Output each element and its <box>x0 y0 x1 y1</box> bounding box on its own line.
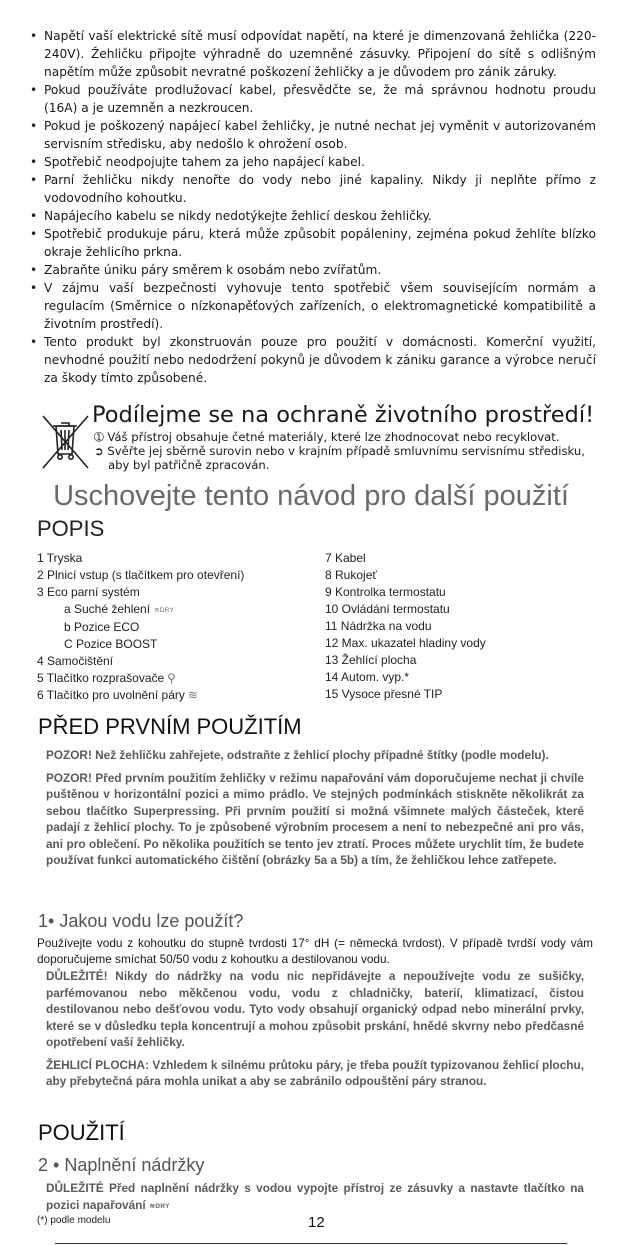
safety-item: • Pokud používáte prodlužovací kabel, přesvědčte se, že má správnou hodnotu proudu (16A) a je uzemněn a nezkroucen. <box>30 81 596 117</box>
part-item: 8 Rukojeť <box>325 568 377 582</box>
spray-icon: ⚲ <box>167 671 176 685</box>
water-heading: 1• Jakou vodu lze použít? <box>38 911 244 931</box>
part-item: C Pozice BOOST <box>64 637 158 651</box>
safety-item: • Napětí vaší elektrické sítě musí odpovídat napětí, na které je dimenzovaná žehlička (220-240V). Žehličku připojte výhradně do uzemněné zásuvky. Připojení do sítě s odlišným napětím může způsobit nevratné poškození žehličky a je důvodem pro zánik záruky. <box>30 27 596 81</box>
warning-note: POZOR! Před prvním použitím žehličky v režimu napařování vám doporučujeme nechat ji chvíle puštěnou v horizontální pozici a mimo prádlo. Ve stejných podmínkách stiskněte několikrát za sebou tlačítko Superpressing. Při prvním použití si možná všimnete malých částeček, které padají z žehlicí plochy. To je způsobené výrobním procesem a není to nebezpečné ani pro vás, ani pro oblečení. Po několika použitích se tento jev ztratí. Proces můžete urychlit tím, že budete používat funkci automatického čištění (obrázky 5a a 5b) a tím, že žehličkou lehce zatřepete. <box>46 770 584 867</box>
arrow-right-icon: ➲ <box>94 444 104 458</box>
part-item: b Pozice ECO <box>64 620 140 634</box>
part-item: 7 Kabel <box>325 551 366 565</box>
safety-item: • Tento produkt byl zkonstruován pouze pro použití v domácnosti. Komerční využití, nevhodné použití nebo nedodržení pokynů je důvodem k zániku garance a výrobce neručí za škody tímto způsobené. <box>30 333 596 387</box>
water-body: Používejte vodu z kohoutku do stupně tvrdosti 17° dH (= německá tvrdost). V případě tvrdší vody vám doporučujeme smíchat 50/50 vodu z kohoutku a destilovanou vodu. <box>37 936 593 966</box>
part-item: 3 Eco parní systém <box>37 585 140 599</box>
part-item: 10 Ovládání termostatu <box>325 602 450 616</box>
footnote: (*) podle modelu <box>37 1215 111 1226</box>
environment-line: ➲ Svěřte jej sběrně surovin nebo v krajním případě smluvnímu servisnímu středisku, <box>94 444 585 458</box>
safety-item: • Pokud je poškozený napájecí kabel žehličky, je nutné nechat jej vyměnit v autorizovaném servisním středisku, aby nedošlo k ohrožení osob. <box>30 117 596 153</box>
part-item: 12 Max. ukazatel hladiny vody <box>325 636 486 650</box>
before-notes <box>46 747 584 875</box>
parts-list-left <box>37 550 244 704</box>
safety-item: • Parní žehličku nikdy nenořte do vody nebo jiné kapaliny. Nikdy ji neplňte přímo z vodovodního kohoutku. <box>30 171 596 207</box>
popis-heading: POPIS <box>37 516 105 541</box>
soleplate-note: ŽEHLICÍ PLOCHA: Vzhledem k silnému průtoku páry, je třeba použít typizovanou žehlicí plochu, aby přebytečná pára mohla unikat a aby se zabránilo odpouštění páry stranou. <box>46 1057 584 1088</box>
steam-dry-icon: ≋DRY <box>149 1202 170 1210</box>
warning-note: POZOR! Než žehličku zahřejete, odstraňte z žehlicí plochy případné štítky (podle modelu). <box>46 748 549 762</box>
part-item: 1 Tryska <box>37 551 83 565</box>
part-item: 5 Tlačítko rozprašovače ⚲ <box>37 671 176 685</box>
safety-item: • Spotřebič neodpojujte tahem za jeho napájecí kabel. <box>30 153 596 171</box>
page-number: 12 <box>308 1214 325 1231</box>
before-first-use-heading: PŘED PRVNÍM POUŽITÍM <box>38 714 302 739</box>
part-item: 4 Samočištění <box>37 654 114 668</box>
safety-list <box>30 27 596 387</box>
safety-item: • Zabraňte úniku páry směrem k osobám nebo zvířatům. <box>30 261 596 279</box>
part-item: 13 Žehlící plocha <box>325 653 417 667</box>
water-notes <box>46 968 584 1096</box>
recycle-bin-icon <box>40 410 92 472</box>
use-heading: POUŽITÍ <box>38 1120 125 1145</box>
fill-tank-heading: 2 • Naplnění nádržky <box>38 1155 205 1175</box>
parts-list-right <box>325 550 486 703</box>
environment-title: Podílejme se na ochraně životního prostředí! <box>92 402 595 428</box>
part-item: 6 Tlačítko pro uvolnění páry ≋ <box>37 688 198 702</box>
safety-item: • Napájecího kabelu se nikdy nedotýkejte žehlicí deskou žehličky. <box>30 207 596 225</box>
steam-burst-icon: ≋ <box>187 688 198 702</box>
safety-item: • Spotřebič produkuje páru, která může způsobit popáleniny, zejména pokud žehlíte blízko okraje žehlicího prkna. <box>30 225 596 261</box>
part-item: 15 Vysoce přesné TIP <box>325 687 443 701</box>
info-circle-icon: ➀ <box>94 430 104 444</box>
keep-manual-heading: Uschovejte tento návod pro další použití <box>53 480 569 512</box>
safety-item: • V zájmu vaší bezpečnosti vyhovuje tento spotřebič všem souvisejícím normám a regulacím (Směrnice o nízkonapěťových zařízeních, o elektromagnetické kompatibilitě a životním prostředí). <box>30 279 596 333</box>
part-item: 14 Autom. vyp.* <box>325 670 410 684</box>
part-item: a Suché žehlení ≋DRY <box>64 602 175 616</box>
steam-dry-icon: ≋DRY <box>154 607 175 614</box>
environment-line: ➀ Váš přístroj obsahuje četné materiály, které lze zhodnocovat nebo recyklovat. <box>94 430 560 444</box>
part-item: 2 Plnicí vstup (s tlačítkem pro otevření) <box>37 568 245 582</box>
important-note: DŮLEŽITÉ Před naplnění nádržky s vodou vypojte přístroj ze zásuvky a nastavte tlačítko na pozici napařování <box>46 1181 584 1212</box>
important-note: DŮLEŽITÉ! Nikdy do nádržky na vodu nic nepřidávejte a nepoužívejte vodu ze sušičky, parfémovanou nebo měkčenou vodu, vodu z chladničky, baterií, klimatizací, čistou destilovanou nebo dešťovou vodu. Tyto vody obsahují organický odpad nebo minerální prvky, které se v důsledku tepla koncentrují a mohou způsobit prskání, hnědé skvrny nebo předčasné opotřebení vaší žehličky. <box>46 969 584 1049</box>
part-item: 9 Kontrolka termostatu <box>325 585 446 599</box>
bottom-rule <box>55 1243 567 1244</box>
part-item: 11 Nádržka na vodu <box>325 619 432 633</box>
environment-line: aby byl patřičně zpracován. <box>108 458 270 472</box>
